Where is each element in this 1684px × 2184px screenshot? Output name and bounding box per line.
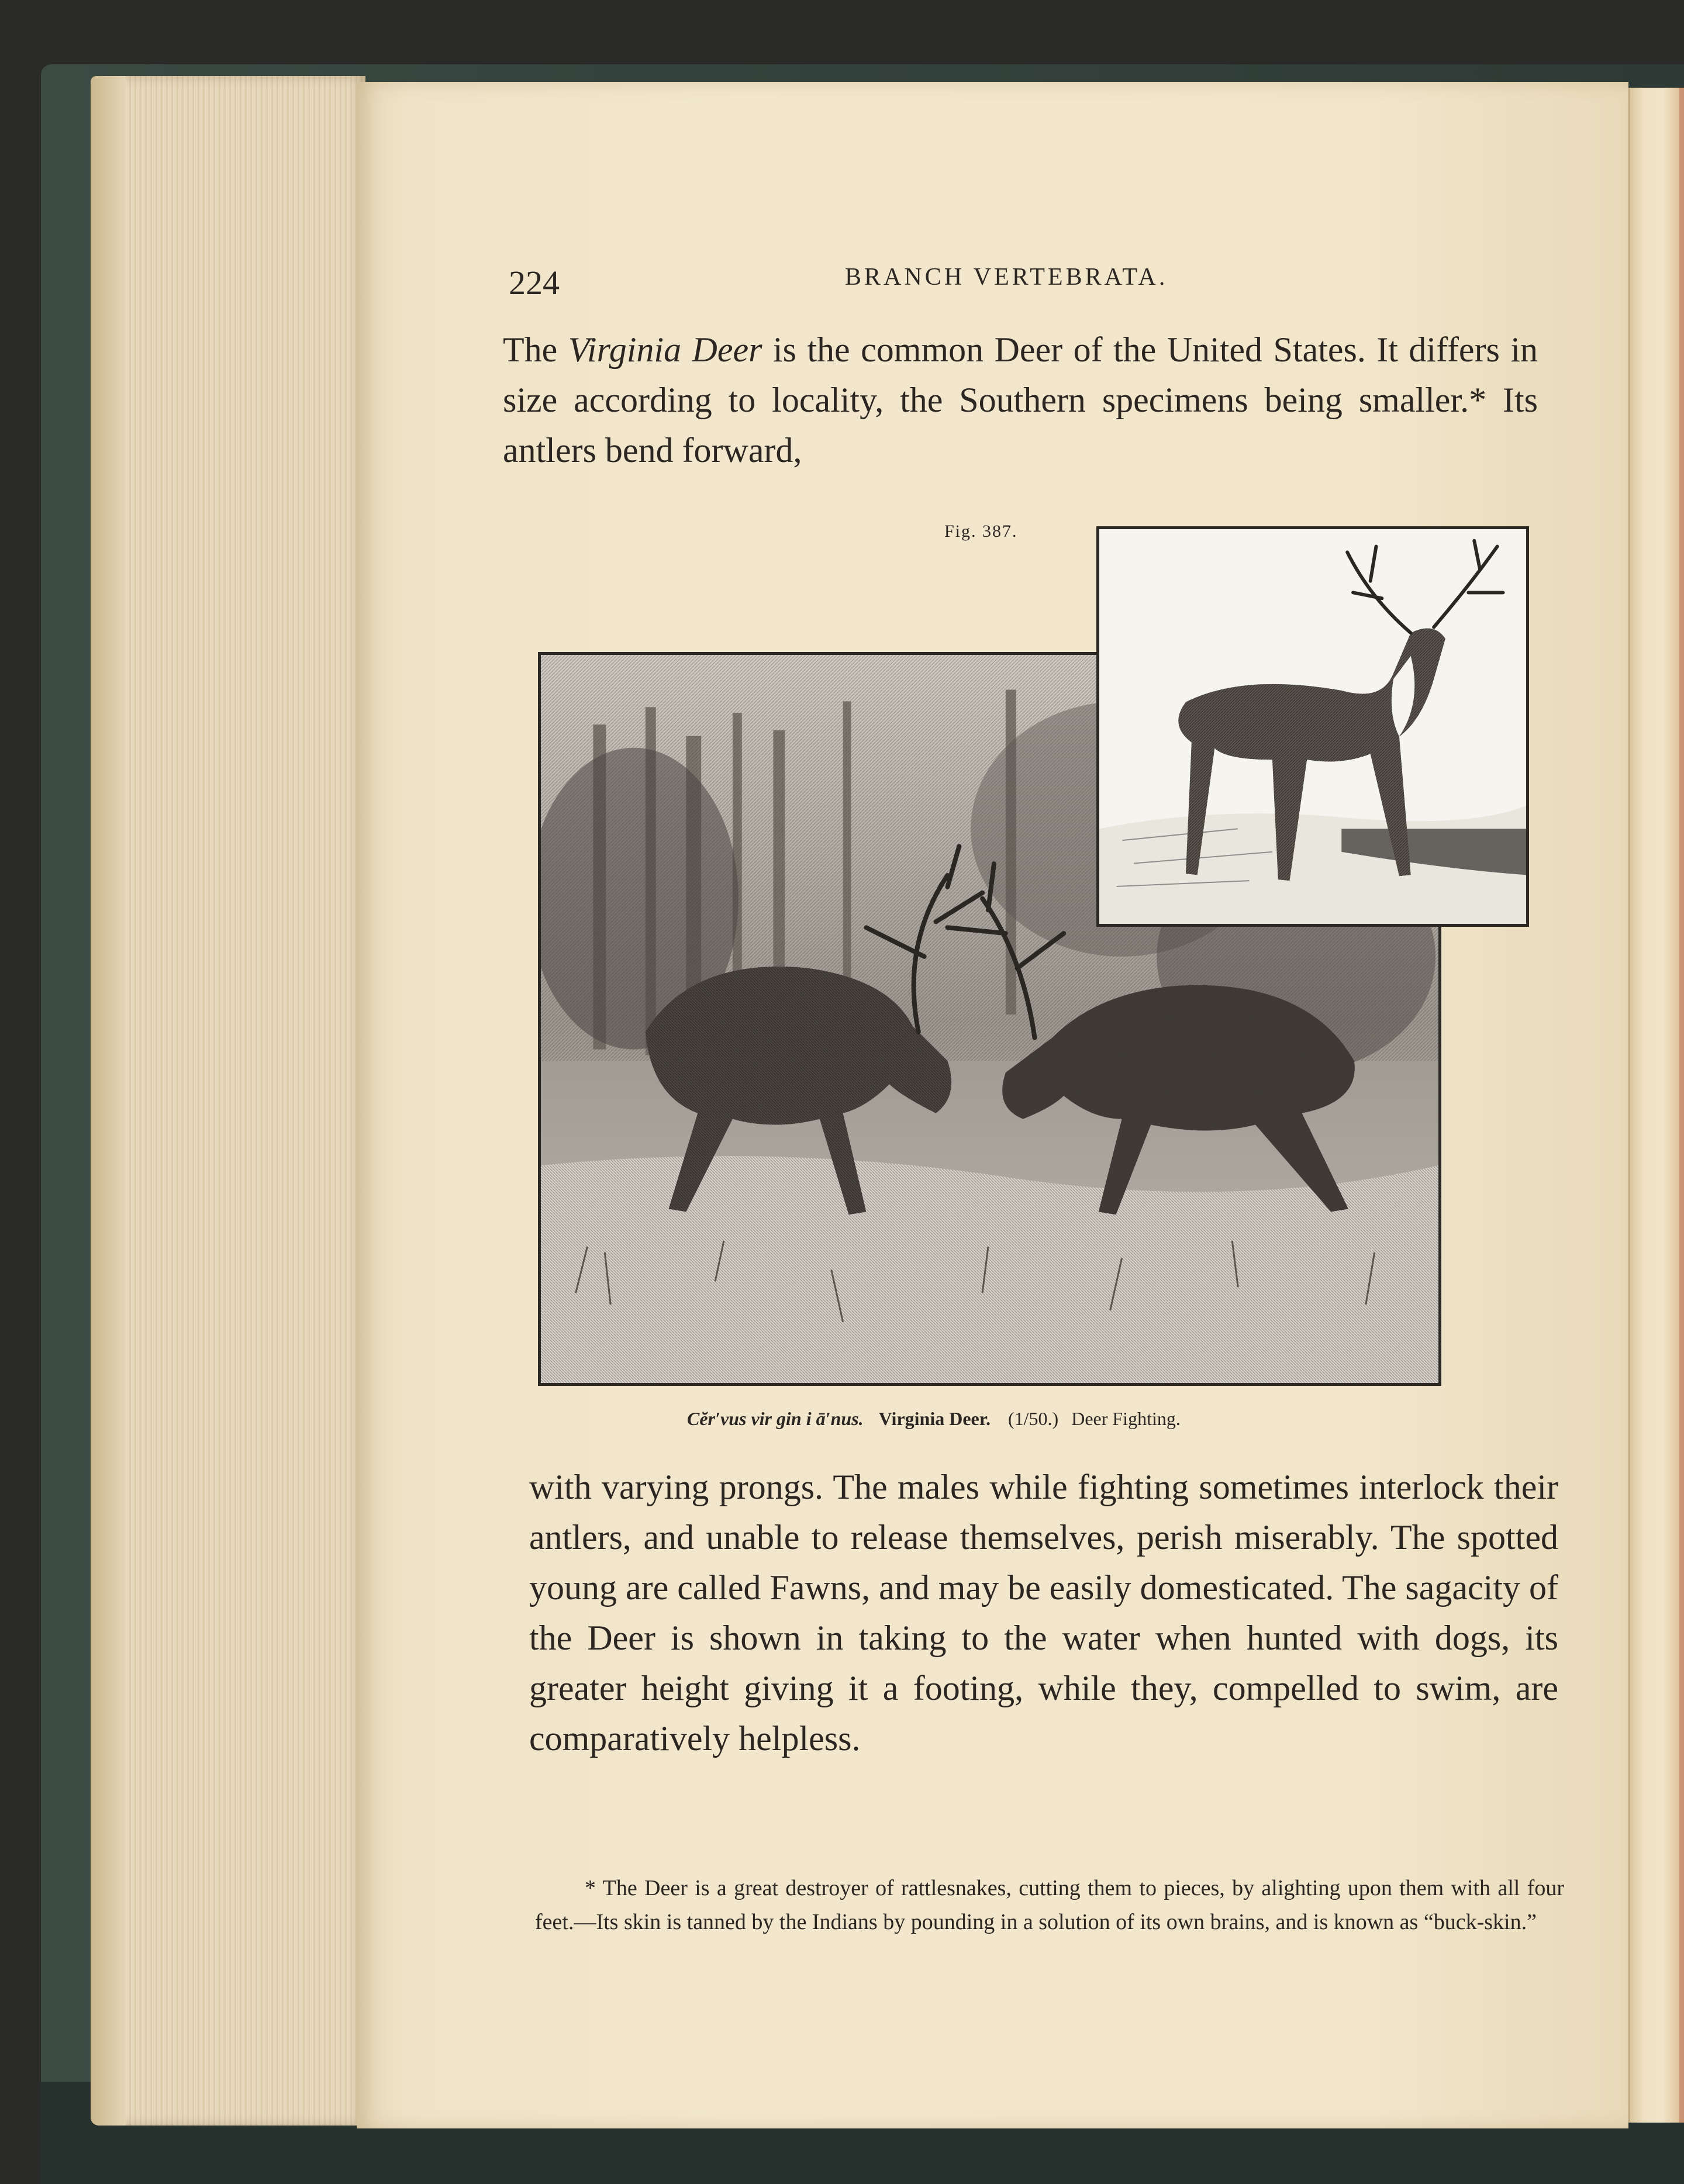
footnote: * The Deer is a great destroyer of rattlesnakes, cutting them to pieces, by alighting upon them with all four feet.—Its skin is tanned by the Indians by pounding in a solution of its own brains, and is known as “buck-skin.” [535, 1876, 1564, 1934]
caption-common-name: Virginia Deer. [878, 1408, 991, 1429]
next-page-edge [1628, 88, 1684, 2123]
paragraph-2: with varying prongs. The males while fighting sometimes interlock their antlers, and unable to release themselves, perish miserably. The spotted young are called Fawns, and may be easily domesticated. The sagacity of the Deer is shown in taking to the water when hunted with dogs, its greater height giving it a footing, while they, compelled to swim, are comparatively helpless. [529, 1468, 1558, 1758]
running-head: BRANCH VERTEBRATA. [845, 264, 1168, 291]
figure-caption [687, 1408, 1181, 1430]
page-number: 224 [509, 264, 560, 302]
standing-deer-illustration [1096, 526, 1529, 927]
paragraph-1: The Virginia Deer is the common Deer of the United States. It differs in size according to locality, the Southern specimens being smaller.* Its antlers bend forward, [503, 330, 1538, 470]
caption-title: Deer Fighting. [1071, 1408, 1181, 1429]
caption-scientific-name: Cĕr′vus vir gin i ā′nus. [687, 1408, 864, 1429]
page-edges [91, 76, 365, 2126]
italic-term: Virginia Deer [568, 330, 762, 369]
caption-scale: (1/50.) [1008, 1408, 1059, 1429]
figure-label: Fig. 387. [944, 522, 1018, 541]
